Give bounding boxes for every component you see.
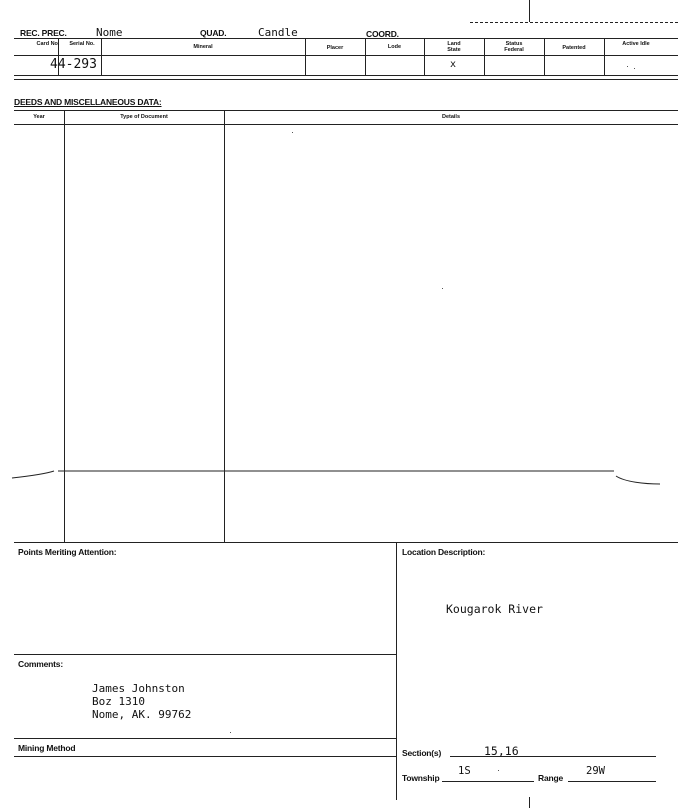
- range-underline: [568, 781, 656, 782]
- col-header-patented: Patented: [562, 45, 586, 51]
- mining-method-bottom-line: [14, 756, 396, 757]
- township-underline: [442, 781, 534, 782]
- location-description-value: Kougarok River: [446, 602, 543, 616]
- lower-section-top-line: [14, 542, 678, 543]
- quad-value: Candle: [258, 26, 298, 39]
- speck: [230, 732, 231, 733]
- column-header-bottom-line: [14, 55, 678, 56]
- range-value: 29W: [586, 765, 605, 777]
- deeds-top-line: [14, 110, 678, 111]
- rec-prec-label: REC. PREC.: [20, 28, 67, 38]
- col-header-active-idle: Active Idle: [622, 41, 650, 47]
- speck: [627, 66, 628, 67]
- col-header-serial-no: Serial No.: [69, 41, 95, 47]
- speck: [442, 288, 443, 289]
- registration-mark: [529, 797, 530, 808]
- sections-value: 15,16: [484, 744, 519, 758]
- township-label: Township: [402, 773, 440, 783]
- speck: [292, 132, 293, 133]
- location-description-label: Location Description:: [402, 547, 486, 557]
- deeds-header-bottom-line: [14, 124, 678, 125]
- fold-line: [0, 462, 678, 492]
- col-header-mineral: Mineral: [193, 44, 213, 50]
- comments-value: [92, 682, 191, 721]
- col-header-placer: Placer: [326, 45, 344, 51]
- card-no-value: 44-293: [50, 57, 97, 72]
- col-header-lode: Lode: [387, 44, 402, 50]
- sections-underline: [450, 756, 656, 757]
- comments-label: Comments:: [18, 659, 63, 669]
- coord-label: COORD.: [366, 29, 399, 39]
- comments-line: James Johnston: [92, 682, 185, 695]
- table-bottom-line: [14, 75, 678, 76]
- points-meriting-attention-label: Points Meriting Attention:: [18, 547, 117, 557]
- registration-mark: [529, 0, 530, 22]
- table-top-line: [14, 38, 678, 39]
- range-label: Range: [538, 773, 563, 783]
- col-header-status-federal: Status Federal: [504, 41, 524, 53]
- speck: [498, 770, 499, 771]
- land-state-value: x: [450, 59, 457, 70]
- col-divider: [424, 38, 425, 75]
- deeds-heading: DEEDS AND MISCELLANEOUS DATA:: [14, 97, 162, 107]
- mining-method-top-line: [14, 738, 396, 739]
- top-edge-line: [470, 22, 678, 23]
- sections-label: Section(s): [402, 748, 442, 758]
- col-divider: [484, 38, 485, 75]
- col-header-type-of-document: Type of Document: [120, 114, 168, 120]
- quad-label: QUAD.: [200, 28, 227, 38]
- col-divider: [305, 38, 306, 75]
- comments-line: Boz 1310: [92, 695, 145, 708]
- col-divider: [544, 38, 545, 75]
- speck: [634, 68, 635, 69]
- col-header-land-state: Land State: [447, 41, 461, 53]
- col-header-details: Details: [441, 114, 461, 120]
- comments-line: Nome, AK. 99762: [92, 708, 192, 721]
- col-divider: [604, 38, 605, 75]
- township-value: 1S: [458, 765, 471, 777]
- table-bottom-line-2: [14, 79, 678, 80]
- mining-method-label: Mining Method: [18, 743, 76, 753]
- lower-section-divider: [396, 542, 397, 800]
- comments-top-line: [14, 654, 396, 655]
- col-header-card-no: Card No.: [36, 41, 60, 47]
- col-header-year: Year: [33, 114, 45, 120]
- rec-prec-value: Nome: [96, 26, 123, 39]
